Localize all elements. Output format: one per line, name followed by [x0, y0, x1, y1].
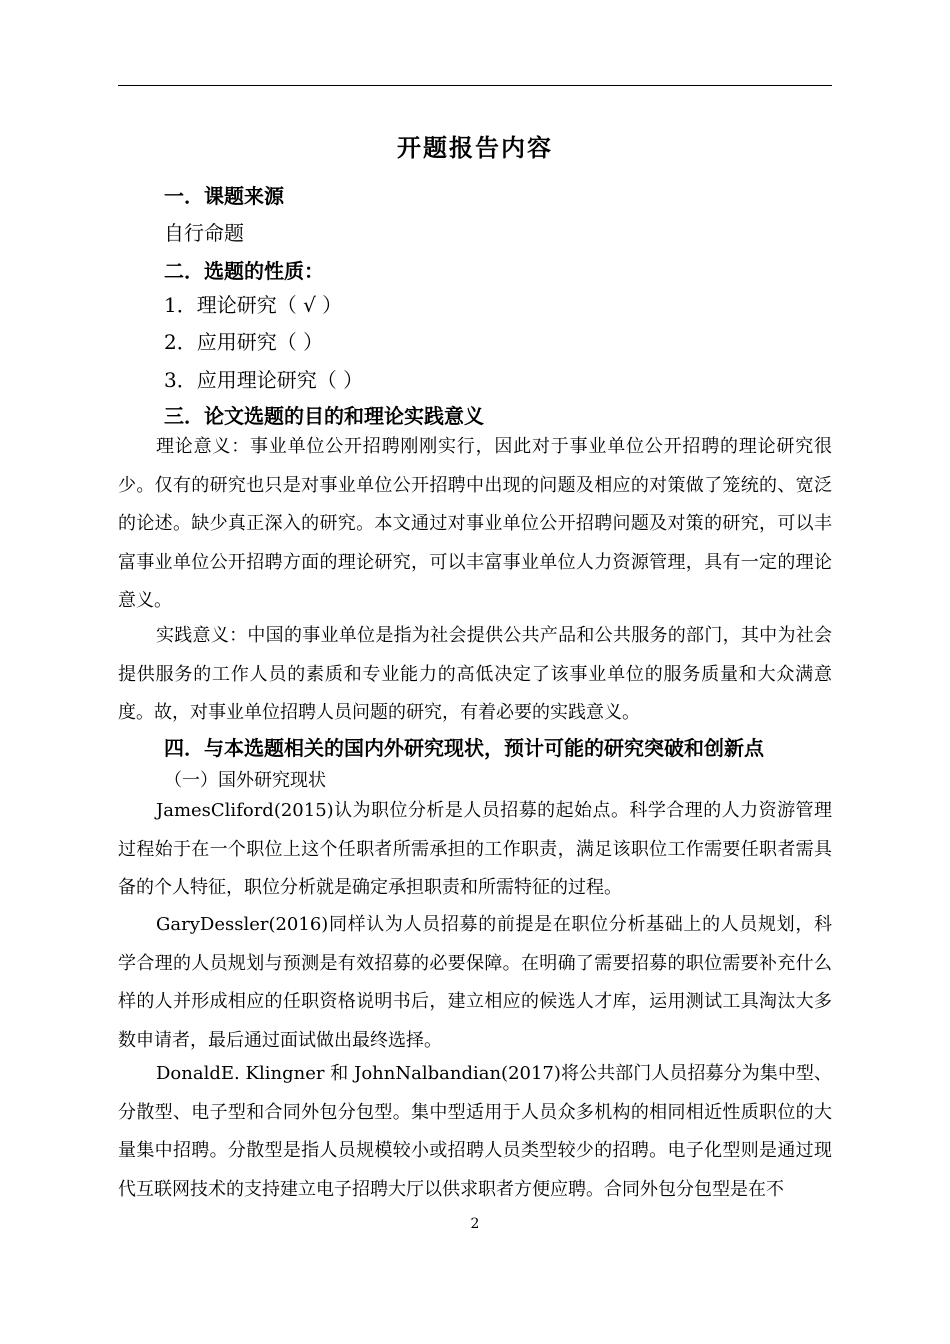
section4-subheading: （一）国外研究现状: [164, 770, 326, 791]
dessler-paragraph: GaryDessler(2016)同样认为人员招募的前提是在职位分析基础上的人员规划，科学合理的人员规划与预测是有效招募的必要保障。在明确了需要招募的职位需要补充什么样的人并形成相应的任职资格说明书后，建立相应的候选人才库，运用测试工具淘汰大多数申请者，最后通过面试做出最终选择。: [118, 914, 832, 1051]
option-applied: 2．应用研究（ ）: [164, 330, 324, 354]
section2-heading: 二．选题的性质：: [164, 259, 324, 283]
header-rule: [118, 85, 832, 86]
theory-significance-paragraph: 理论意义：事业单位公开招聘刚刚实行，因此对于事业单位公开招聘的理论研究很少。仅有的研究也只是对事业单位公开招聘中出现的问题及相应的对策做了笼统的、宽泛的论述。缺少真正深入的研究。本文通过对事业单位公开招聘问题及对策的研究，可以丰富事业单位公开招聘方面的理论研究，可以丰富事业单位人力资源管理，具有一定的理论意义。: [118, 436, 832, 611]
page-number: 2: [470, 1216, 480, 1232]
option-theory: 1．理论研究（ √ ）: [164, 293, 343, 317]
page-title: 开题报告内容: [397, 134, 553, 162]
section1-text: 自行命题: [164, 221, 244, 245]
klingner-paragraph: DonaldE. Klingner 和 JohnNalbandian(2017)将公共部门人员招募分为集中型、分散型、电子型和合同外包分包型。集中型适用于人员众多机构的相同相近性质职位的大量集中招聘。分散型是指人员规模较小或招聘人员类型较少的招聘。电子化型则是通过现代互联网技术的支持建立电子招聘大厅以供求职者方便应聘。合同外包分包型是在不: [118, 1063, 832, 1200]
section3-heading: 三．论文选题的目的和理论实践意义: [164, 404, 484, 428]
practice-significance-paragraph: 实践意义：中国的事业单位是指为社会提供公共产品和公共服务的部门，其中为社会提供服务的工作人员的素质和专业能力的高低决定了该事业单位的服务质量和大众满意度。故，对事业单位招聘人员问题的研究，有着必要的实践意义。: [118, 625, 832, 723]
clifford-paragraph: JamesCliford(2015)认为职位分析是人员招募的起始点。科学合理的人力资游管理过程始于在一个职位上这个任职者所需承担的工作职责，满足该职位工作需要任职者需具备的个人特征，职位分析就是确定承担职责和所需特征的过程。: [118, 800, 832, 898]
section4-heading: 四．与本选题相关的国内外研究现状，预计可能的研究突破和创新点: [164, 736, 764, 760]
section1-heading: 一．课题来源: [164, 184, 284, 208]
option-applied-theory: 3．应用理论研究（ ）: [164, 368, 364, 392]
